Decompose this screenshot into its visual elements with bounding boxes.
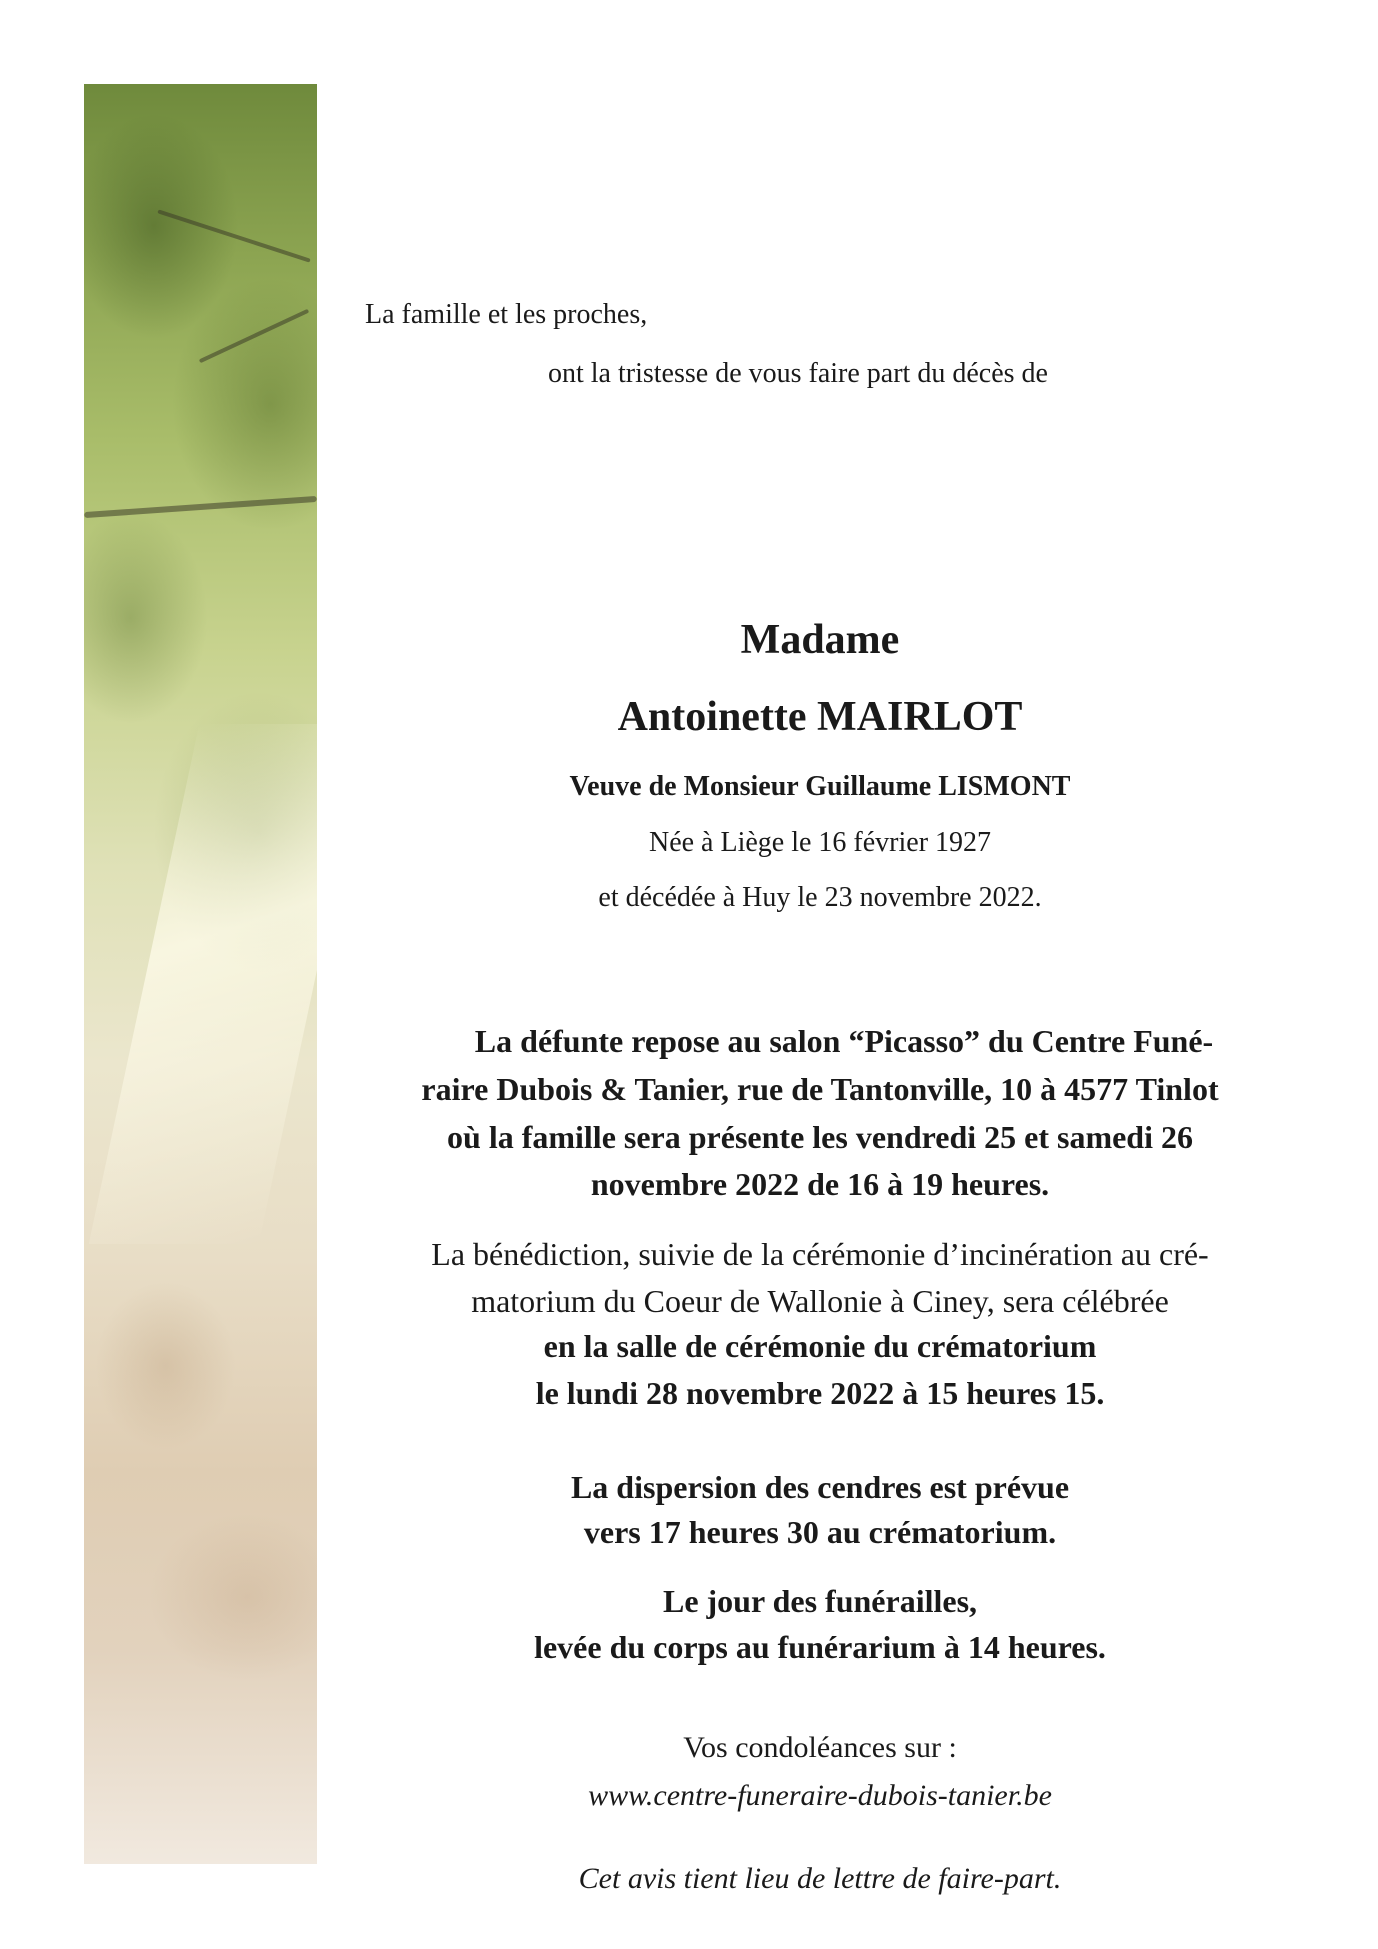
intro-line-1: La famille et les proches, bbox=[365, 299, 648, 330]
ceremony-line-4: le lundi 28 novembre 2022 à 15 heures 15. bbox=[535, 1375, 1105, 1411]
deceased-death: et décédée à Huy le 23 novembre 2022. bbox=[598, 882, 1042, 913]
dispersion-line-1: La dispersion des cendres est prévue bbox=[570, 1469, 1070, 1505]
condolences-label: Vos condoléances sur : bbox=[683, 1731, 957, 1764]
footer-note: Cet avis tient lieu de lettre de faire-part. bbox=[578, 1862, 1062, 1895]
deceased-birth: Née à Liège le 16 février 1927 bbox=[648, 827, 992, 858]
deceased-title: Madame bbox=[740, 617, 900, 663]
funeral-day-line-1: Le jour des funérailles, bbox=[662, 1583, 978, 1619]
visitation-line-4: novembre 2022 de 16 à 19 heures. bbox=[590, 1166, 1050, 1202]
intro-line-2: ont la tristesse de vous faire part du décès de bbox=[548, 358, 1048, 389]
visitation-line-2: raire Dubois & Tanier, rue de Tantonville, 10 à 4577 Tinlot bbox=[421, 1071, 1219, 1107]
funeral-day-line-2: levée du corps au funérarium à 14 heures. bbox=[534, 1629, 1106, 1665]
forest-path-photo bbox=[84, 84, 317, 1864]
visitation-line-1: La défunte repose au salon “Picasso” du Centre Funé- bbox=[474, 1023, 1214, 1059]
condolences-url[interactable]: www.centre-funeraire-dubois-tanier.be bbox=[588, 1779, 1052, 1812]
deceased-name: Antoinette MAIRLOT bbox=[617, 694, 1023, 740]
ceremony-line-3: en la salle de cérémonie du crématorium bbox=[543, 1328, 1097, 1364]
deceased-spouse: Veuve de Monsieur Guillaume LISMONT bbox=[569, 771, 1071, 802]
visitation-line-3: où la famille sera présente les vendredi 25 et samedi 26 bbox=[447, 1119, 1193, 1155]
ceremony-line-1: La bénédiction, suivie de la cérémonie d’incinération au cré- bbox=[431, 1236, 1209, 1272]
dispersion-line-2: vers 17 heures 30 au crématorium. bbox=[583, 1514, 1057, 1550]
ceremony-line-2: matorium du Coeur de Wallonie à Ciney, sera célébrée bbox=[471, 1283, 1169, 1319]
